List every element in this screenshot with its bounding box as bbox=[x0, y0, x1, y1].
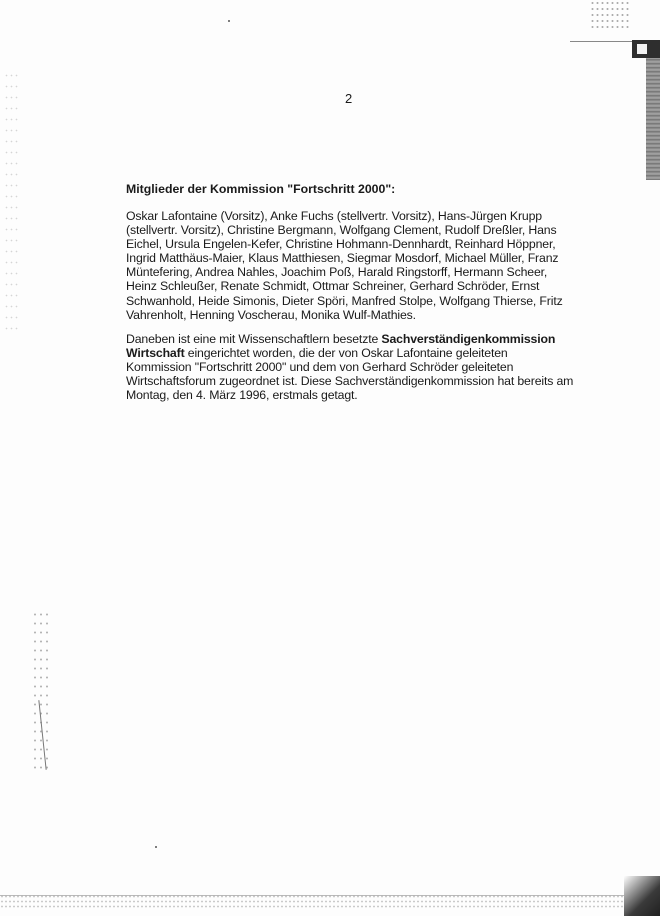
paragraph-line: Montag, den 4. März 1996, erstmals getagt. bbox=[126, 388, 358, 403]
paragraph-line: Ingrid Matthäus-Maier, Klaus Matthiesen, Siegmar Mosdorf, Michael Müller, Franz bbox=[126, 251, 559, 266]
scan-binder-mark bbox=[632, 40, 660, 58]
scan-noise-left-top bbox=[4, 70, 18, 330]
paragraph-line: Wirtschaftsforum zugeordnet ist. Diese Sachverständigenkommission hat bereits am bbox=[126, 374, 574, 389]
commission-paragraph bbox=[126, 332, 573, 402]
scan-noise-top-right bbox=[590, 0, 630, 32]
paragraph-line: Müntefering, Andrea Nahles, Joachim Poß, Harald Ringstorff, Hermann Scheer, bbox=[126, 265, 548, 280]
paragraph-line bbox=[126, 346, 573, 360]
paragraph-line bbox=[126, 332, 573, 346]
paragraph-line: Eichel, Ursula Engelen-Kefer, Christine Hohmann-Dennhardt, Reinhard Höppner, bbox=[126, 237, 556, 252]
page-number: 2 bbox=[345, 91, 353, 106]
scan-speck bbox=[155, 846, 157, 848]
paragraph-line: (stellvertr. Vorsitz), Christine Bergmann, Wolfgang Clement, Rudolf Dreßler, Hans bbox=[126, 223, 557, 238]
paragraph-line: Schwanhold, Heide Simonis, Dieter Spöri, Manfred Stolpe, Wolfgang Thierse, Fritz bbox=[126, 293, 563, 308]
scan-corner-shadow bbox=[624, 876, 660, 916]
line-text: Daneben ist eine mit Wissenschaftlern besetzte bbox=[126, 332, 382, 346]
line-text: eingerichtet worden, die der von Oskar Lafontaine geleiteten bbox=[184, 346, 508, 361]
scan-noise-bottom bbox=[0, 894, 660, 908]
paragraph-line: Kommission "Fortschritt 2000" und dem von Gerhard Schröder geleiteten bbox=[126, 360, 514, 375]
scan-edge-bar-right bbox=[646, 40, 660, 180]
scan-edge-line-top bbox=[570, 41, 640, 42]
paragraph-line: Heinz Schleußer, Renate Schmidt, Ottmar Schreiner, Gerhard Schröder, Ernst bbox=[126, 279, 540, 294]
bold-text: Wirtschaft bbox=[126, 346, 185, 361]
scan-speck bbox=[228, 20, 230, 22]
paragraph-line: Oskar Lafontaine (Vorsitz), Anke Fuchs (stellvertr. Vorsitz), Hans-Jürgen Krupp bbox=[126, 209, 542, 223]
bold-text: Sachverständigenkommission bbox=[381, 332, 556, 346]
members-paragraph bbox=[126, 209, 563, 322]
paragraph-line: Vahrenholt, Henning Voscherau, Monika Wulf-Mathies. bbox=[126, 307, 416, 322]
scan-noise-left-bottom bbox=[32, 610, 50, 770]
section-heading: Mitglieder der Kommission "Fortschritt 2000": bbox=[126, 182, 396, 196]
